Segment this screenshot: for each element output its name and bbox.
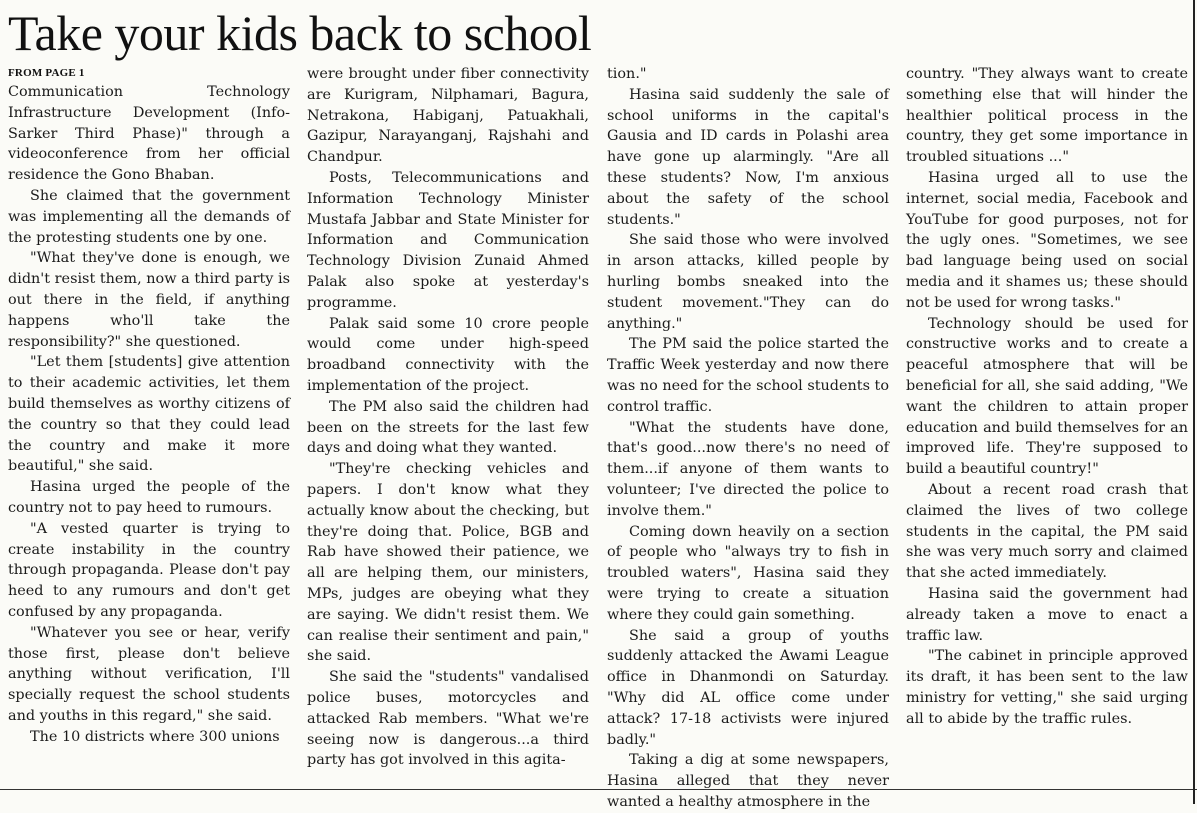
- article-column-2: [307, 64, 589, 769]
- article-column-4: [906, 64, 1188, 764]
- article-column-3: [607, 64, 889, 810]
- paragraph: country. "They always want to create something else that will hinder the healthier political process in the country, they get some importance in troubled situations ...": [906, 66, 1188, 166]
- paragraph: Hasina urged the people of the country not to pay heed to rumours.: [8, 479, 290, 516]
- paragraph: Hasina said suddenly the sale of school uniforms in the capital's Gausia and ID cards in Polashi area have gone up alarmingly. "Are all these students? Now, I'm anxious about the safety of the school students.": [607, 86, 889, 228]
- paragraph: She said the "students" vandalised police buses, motorcycles and attacked Rab members. "What we're seeing now is dangerous...a third party has got involved in this agita-: [307, 669, 589, 769]
- paragraph: Hasina said the government had already taken a move to enact a traffic law.: [906, 585, 1188, 644]
- paragraph: "The cabinet in principle approved its draft, it has been sent to the law ministry for vetting," she said urging all to abide by the traffic rules.: [906, 648, 1188, 727]
- paragraph: About a recent road crash that claimed the lives of two college students in the capital, the PM said she was very much sorry and claimed that she acted immediately.: [906, 481, 1188, 582]
- paragraph: Palak said some 10 crore people would come under high-speed broadband connectivity with the implementation of the project.: [307, 315, 589, 394]
- paragraph: Hasina urged all to use the internet, social media, Facebook and YouTube for good purposes, not for the ugly ones. "Sometimes, we see bad language being used on social media and it shames us; these should not be used for wrong tasks.": [906, 169, 1188, 311]
- jump-label: FROM PAGE 1: [8, 67, 85, 79]
- paragraph: Taking a dig at some newspapers, Hasina alleged that they never wanted a healthy atmosphere in the: [607, 752, 889, 810]
- bottom-divider: [0, 789, 1197, 790]
- paragraph: "What they've done is enough, we didn't resist them, now a third party is out there in the field, if anything happens who'll take the responsibility?" she questioned.: [8, 250, 290, 350]
- headline: Take your kids back to school: [8, 5, 592, 61]
- paragraph: Technology should be used for constructive works and to create a peaceful atmosphere that will be beneficial for all, she said adding, "We want the children to attain proper education and build themselves for an improved life. They're supposed to build a beautiful country!": [906, 315, 1188, 478]
- paragraph: "Let them [students] give attention to their academic activities, let them build themselves as worthy citizens of the country so that they could lead the country and make it more beautiful," she said.: [8, 354, 290, 475]
- paragraph: She said those who were involved in arson attacks, killed people by hurling bombs sneaked into the student movement."They can do anything.": [607, 232, 889, 332]
- paragraph: Coming down heavily on a section of people who "always try to fish in troubled waters", Hasina said they were trying to create a situation where they could gain something.: [607, 523, 889, 623]
- paragraph: She claimed that the government was implementing all the demands of the protesting students one by one.: [8, 187, 290, 246]
- paragraph: The PM said the police started the Traffic Week yesterday and now there was no need for the school students to control traffic.: [607, 336, 889, 415]
- paragraph: She said a group of youths suddenly attacked the Awami League office in Dhanmondi on Saturday. "Why did AL office come under attack? 17-18 activists were injured badly.": [607, 627, 889, 748]
- paragraph: "They're checking vehicles and papers. I don't know what they actually know about the checking, but they're doing that. Police, BGB and Rab have showed their patience, we all are helping them, our ministers, MPs, judges are obeying what they are saying. We didn't resist them. We can realise their sentiment and pain," she said.: [307, 461, 589, 665]
- paragraph: were brought under fiber connectivity are Kurigram, Nilphamari, Bagura, Netrakona, Habiganj, Patuakhali, Gazipur, Narayanganj, Rajshahi and Chandpur.: [307, 66, 589, 166]
- page-edge-rule: [1193, 0, 1195, 804]
- paragraph: Communication Technology Infrastructure Development (Info-Sarker Third Phase)" through a videoconference from her official residence the Gono Bhaban.: [8, 84, 290, 184]
- paragraph: Posts, Telecommunications and Information Technology Minister Mustafa Jabbar and State Minister for Information and Communication Technology Division Zunaid Ahmed Palak also spoke at yesterday's programme.: [307, 169, 589, 311]
- paragraph: The PM also said the children had been on the streets for the last few days and doing what they wanted.: [307, 398, 589, 457]
- paragraph: tion.": [607, 66, 647, 82]
- paragraph: The 10 districts where 300 unions: [30, 728, 280, 745]
- paragraph: "Whatever you see or hear, verify those first, please don't believe anything without verification, I'll specially request the school students and youths in this regard," she said.: [8, 624, 290, 724]
- paragraph: "A vested quarter is trying to create instability in the country through propaganda. Please don't pay heed to any rumours and don't get confused by any propaganda.: [8, 520, 290, 620]
- article-column-1: [8, 82, 290, 782]
- paragraph: "What the students have done, that's good...now there's no need of them...if anyone of them wants to volunteer; I've directed the police to involve them.": [607, 419, 889, 519]
